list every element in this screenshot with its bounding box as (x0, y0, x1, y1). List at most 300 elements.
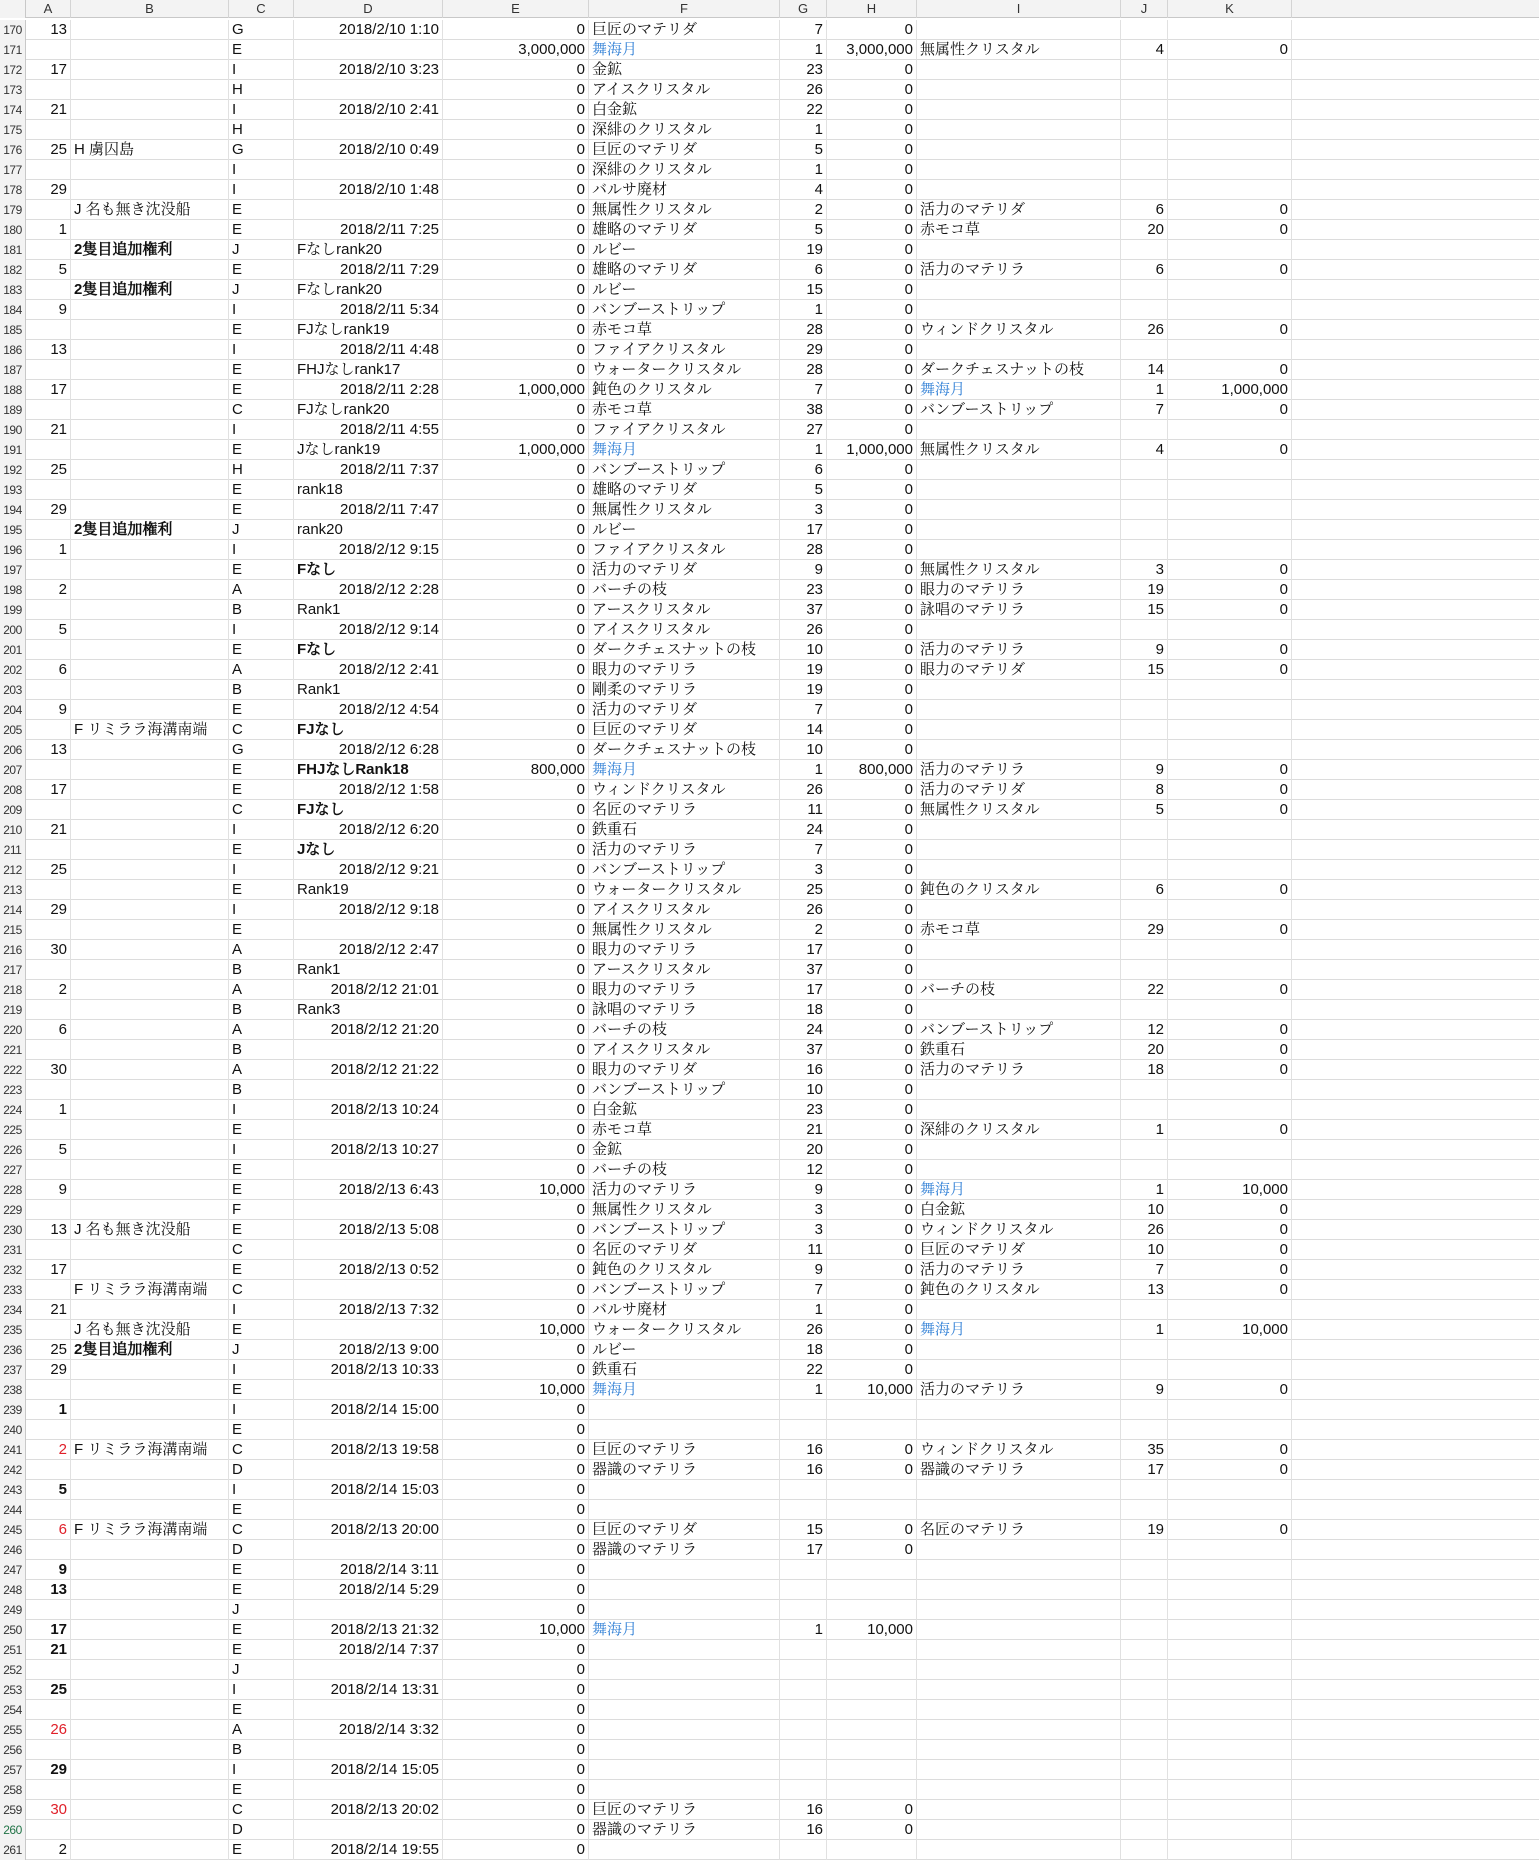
cell-d[interactable]: 2018/2/12 9:21 (294, 860, 443, 880)
cell-d[interactable]: 2018/2/12 4:54 (294, 700, 443, 720)
row-header[interactable]: 193 (0, 480, 26, 500)
cell-k[interactable] (1168, 1160, 1292, 1180)
cell-a[interactable]: 30 (26, 940, 71, 960)
cell-d[interactable] (294, 1420, 443, 1440)
cell-e[interactable]: 10,000 (443, 1380, 589, 1400)
cell-a[interactable]: 29 (26, 1760, 71, 1780)
cell-a[interactable]: 2 (26, 580, 71, 600)
cell-d[interactable]: FHJなしrank17 (294, 360, 443, 380)
cell-f[interactable]: 眼力のマテリラ (589, 660, 780, 680)
cell-f[interactable] (589, 1580, 780, 1600)
cell-i[interactable] (917, 240, 1121, 260)
cell-d[interactable] (294, 120, 443, 140)
cell-a[interactable]: 9 (26, 1560, 71, 1580)
cell-e[interactable]: 0 (443, 280, 589, 300)
cell-b[interactable]: 2隻目追加権利 (71, 280, 229, 300)
cell-k[interactable]: 0 (1168, 780, 1292, 800)
cell-e[interactable]: 0 (443, 1360, 589, 1380)
cell-g[interactable] (780, 1840, 827, 1860)
cell-i[interactable]: 活力のマテリラ (917, 640, 1121, 660)
cell-i[interactable] (917, 620, 1121, 640)
row-header[interactable]: 216 (0, 940, 26, 960)
cell-g[interactable]: 15 (780, 280, 827, 300)
cell-f[interactable] (589, 1600, 780, 1620)
row-header[interactable]: 234 (0, 1300, 26, 1320)
cell-d[interactable]: FHJなしRank18 (294, 760, 443, 780)
cell-h[interactable]: 0 (827, 1440, 917, 1460)
row-header[interactable]: 255 (0, 1720, 26, 1740)
select-all-corner[interactable] (0, 0, 26, 18)
cell-g[interactable]: 19 (780, 680, 827, 700)
cell-h[interactable]: 0 (827, 1320, 917, 1340)
cell-d[interactable] (294, 1460, 443, 1480)
cell-e[interactable]: 0 (443, 720, 589, 740)
cell-c[interactable]: C (229, 1240, 294, 1260)
cell-c[interactable]: G (229, 20, 294, 40)
cell-a[interactable] (26, 1120, 71, 1140)
cell-f[interactable]: バルサ廃材 (589, 180, 780, 200)
cell-b[interactable] (71, 380, 229, 400)
cell-b[interactable] (71, 660, 229, 680)
cell-e[interactable]: 0 (443, 260, 589, 280)
cell-c[interactable]: E (229, 220, 294, 240)
cell-k[interactable]: 0 (1168, 1020, 1292, 1040)
cell-j[interactable] (1121, 120, 1168, 140)
cell-j[interactable] (1121, 840, 1168, 860)
cell-c[interactable]: C (229, 1800, 294, 1820)
cell-k[interactable] (1168, 500, 1292, 520)
cell-c[interactable]: E (229, 1320, 294, 1340)
cell-c[interactable]: F (229, 1200, 294, 1220)
cell-b[interactable]: F リミララ海溝南端 (71, 1520, 229, 1540)
cell-d[interactable]: Fなしrank20 (294, 240, 443, 260)
cell-k[interactable] (1168, 1720, 1292, 1740)
cell-g[interactable]: 2 (780, 200, 827, 220)
cell-g[interactable]: 5 (780, 140, 827, 160)
cell-a[interactable] (26, 40, 71, 60)
cell-h[interactable]: 0 (827, 1340, 917, 1360)
cell-c[interactable]: B (229, 1740, 294, 1760)
column-header-d[interactable]: D (294, 0, 443, 18)
cell-g[interactable]: 3 (780, 500, 827, 520)
cell-i[interactable]: 活力のマテリラ (917, 260, 1121, 280)
cell-k[interactable] (1168, 680, 1292, 700)
cell-e[interactable]: 0 (443, 700, 589, 720)
cell-c[interactable]: A (229, 1060, 294, 1080)
cell-i[interactable] (917, 960, 1121, 980)
cell-j[interactable] (1121, 860, 1168, 880)
cell-a[interactable]: 26 (26, 1720, 71, 1740)
cell-g[interactable]: 3 (780, 860, 827, 880)
cell-b[interactable] (71, 1760, 229, 1780)
cell-j[interactable] (1121, 620, 1168, 640)
cell-h[interactable]: 0 (827, 20, 917, 40)
cell-d[interactable]: 2018/2/11 5:34 (294, 300, 443, 320)
cell-g[interactable]: 18 (780, 1340, 827, 1360)
cell-a[interactable] (26, 520, 71, 540)
cell-b[interactable] (71, 1680, 229, 1700)
row-header[interactable]: 195 (0, 520, 26, 540)
cell-f[interactable]: ウォータークリスタル (589, 880, 780, 900)
row-header[interactable]: 171 (0, 40, 26, 60)
cell-a[interactable] (26, 880, 71, 900)
column-header-c[interactable]: C (229, 0, 294, 18)
cell-b[interactable]: J 名も無き沈没船 (71, 1320, 229, 1340)
cell-j[interactable]: 9 (1121, 760, 1168, 780)
cell-d[interactable] (294, 1740, 443, 1760)
row-header[interactable]: 207 (0, 760, 26, 780)
cell-j[interactable]: 1 (1121, 1180, 1168, 1200)
row-header[interactable]: 243 (0, 1480, 26, 1500)
cell-a[interactable] (26, 960, 71, 980)
cell-j[interactable]: 6 (1121, 880, 1168, 900)
cell-d[interactable] (294, 1500, 443, 1520)
cell-b[interactable] (71, 640, 229, 660)
cell-d[interactable]: 2018/2/12 21:01 (294, 980, 443, 1000)
cell-e[interactable]: 0 (443, 180, 589, 200)
cell-j[interactable] (1121, 1820, 1168, 1840)
cell-f[interactable] (589, 1680, 780, 1700)
cell-f[interactable]: ダークチェスナットの枝 (589, 640, 780, 660)
cell-d[interactable] (294, 160, 443, 180)
cell-i[interactable] (917, 1680, 1121, 1700)
cell-d[interactable]: 2018/2/10 1:48 (294, 180, 443, 200)
cell-i[interactable]: 白金鉱 (917, 1200, 1121, 1220)
cell-h[interactable]: 0 (827, 420, 917, 440)
cell-g[interactable]: 1 (780, 40, 827, 60)
cell-h[interactable]: 0 (827, 660, 917, 680)
cell-i[interactable] (917, 1580, 1121, 1600)
cell-f[interactable]: バンブーストリップ (589, 1280, 780, 1300)
cell-j[interactable]: 10 (1121, 1240, 1168, 1260)
cell-c[interactable]: A (229, 580, 294, 600)
cell-k[interactable] (1168, 1500, 1292, 1520)
cell-a[interactable] (26, 840, 71, 860)
cell-i[interactable]: バンブーストリップ (917, 400, 1121, 420)
cell-a[interactable]: 25 (26, 1680, 71, 1700)
cell-i[interactable]: 深緋のクリスタル (917, 1120, 1121, 1140)
cell-e[interactable]: 0 (443, 1120, 589, 1140)
row-header[interactable]: 220 (0, 1020, 26, 1040)
cell-b[interactable] (71, 1120, 229, 1140)
cell-a[interactable] (26, 160, 71, 180)
cell-e[interactable]: 0 (443, 1240, 589, 1260)
cell-f[interactable]: アースクリスタル (589, 600, 780, 620)
cell-j[interactable]: 22 (1121, 980, 1168, 1000)
row-header[interactable]: 213 (0, 880, 26, 900)
cell-h[interactable]: 0 (827, 960, 917, 980)
cell-b[interactable] (71, 900, 229, 920)
cell-c[interactable]: I (229, 1140, 294, 1160)
cell-k[interactable] (1168, 480, 1292, 500)
cell-i[interactable]: 赤モコ草 (917, 220, 1121, 240)
row-header[interactable]: 248 (0, 1580, 26, 1600)
cell-b[interactable]: 2隻目追加権利 (71, 1340, 229, 1360)
cell-f[interactable]: 巨匠のマテリダ (589, 1520, 780, 1540)
cell-f[interactable]: 活力のマテリダ (589, 560, 780, 580)
cell-b[interactable] (71, 460, 229, 480)
cell-j[interactable] (1121, 900, 1168, 920)
cell-h[interactable] (827, 1640, 917, 1660)
cell-h[interactable]: 0 (827, 360, 917, 380)
cell-e[interactable]: 0 (443, 1280, 589, 1300)
cell-h[interactable]: 0 (827, 600, 917, 620)
cell-b[interactable] (71, 360, 229, 380)
cell-g[interactable]: 1 (780, 1620, 827, 1640)
cell-d[interactable]: 2018/2/13 20:02 (294, 1800, 443, 1820)
cell-a[interactable]: 21 (26, 100, 71, 120)
cell-i[interactable]: ウィンドクリスタル (917, 1440, 1121, 1460)
cell-b[interactable] (71, 820, 229, 840)
cell-g[interactable]: 7 (780, 840, 827, 860)
cell-b[interactable] (71, 1740, 229, 1760)
cell-d[interactable]: 2018/2/13 10:24 (294, 1100, 443, 1120)
cell-a[interactable]: 29 (26, 500, 71, 520)
cell-k[interactable] (1168, 120, 1292, 140)
cell-d[interactable] (294, 200, 443, 220)
cell-h[interactable]: 0 (827, 940, 917, 960)
cell-a[interactable] (26, 440, 71, 460)
row-header[interactable]: 254 (0, 1700, 26, 1720)
cell-f[interactable]: 白金鉱 (589, 1100, 780, 1120)
row-header[interactable]: 246 (0, 1540, 26, 1560)
cell-d[interactable]: FJなしrank20 (294, 400, 443, 420)
cell-b[interactable] (71, 760, 229, 780)
cell-i[interactable] (917, 1100, 1121, 1120)
cell-i[interactable] (917, 280, 1121, 300)
cell-d[interactable]: 2018/2/12 6:20 (294, 820, 443, 840)
cell-d[interactable] (294, 1120, 443, 1140)
cell-h[interactable]: 0 (827, 240, 917, 260)
cell-i[interactable] (917, 1000, 1121, 1020)
cell-d[interactable]: 2018/2/10 3:23 (294, 60, 443, 80)
cell-e[interactable]: 0 (443, 1080, 589, 1100)
cell-a[interactable] (26, 1240, 71, 1260)
cell-b[interactable] (71, 960, 229, 980)
cell-i[interactable] (917, 160, 1121, 180)
cell-c[interactable]: E (229, 380, 294, 400)
cell-k[interactable] (1168, 1640, 1292, 1660)
cell-e[interactable]: 0 (443, 1460, 589, 1480)
cell-a[interactable] (26, 360, 71, 380)
cell-d[interactable]: 2018/2/11 4:55 (294, 420, 443, 440)
column-header-g[interactable]: G (780, 0, 827, 18)
cell-c[interactable]: D (229, 1820, 294, 1840)
cell-g[interactable]: 16 (780, 1440, 827, 1460)
cell-k[interactable]: 0 (1168, 880, 1292, 900)
cell-k[interactable]: 0 (1168, 560, 1292, 580)
cell-h[interactable] (827, 1480, 917, 1500)
cell-c[interactable]: H (229, 120, 294, 140)
cell-f[interactable]: ダークチェスナットの枝 (589, 740, 780, 760)
cell-h[interactable]: 0 (827, 160, 917, 180)
cell-g[interactable]: 7 (780, 380, 827, 400)
cell-c[interactable]: E (229, 1220, 294, 1240)
cell-e[interactable]: 0 (443, 580, 589, 600)
cell-i[interactable] (917, 1640, 1121, 1660)
cell-c[interactable]: C (229, 800, 294, 820)
cell-h[interactable]: 0 (827, 220, 917, 240)
cell-e[interactable]: 0 (443, 120, 589, 140)
cell-i[interactable]: 鈍色のクリスタル (917, 880, 1121, 900)
cell-i[interactable]: 眼力のマテリラ (917, 580, 1121, 600)
row-header[interactable]: 247 (0, 1560, 26, 1580)
row-header[interactable]: 182 (0, 260, 26, 280)
cell-h[interactable]: 0 (827, 200, 917, 220)
cell-f[interactable]: ルビー (589, 240, 780, 260)
cell-j[interactable] (1121, 960, 1168, 980)
cell-i[interactable] (917, 900, 1121, 920)
cell-b[interactable] (71, 1080, 229, 1100)
cell-c[interactable]: I (229, 820, 294, 840)
cell-e[interactable]: 0 (443, 1540, 589, 1560)
cell-c[interactable]: I (229, 420, 294, 440)
cell-e[interactable]: 0 (443, 880, 589, 900)
cell-g[interactable]: 37 (780, 1040, 827, 1060)
cell-k[interactable] (1168, 60, 1292, 80)
cell-d[interactable] (294, 1660, 443, 1680)
cell-a[interactable]: 1 (26, 540, 71, 560)
cell-d[interactable]: 2018/2/13 7:32 (294, 1300, 443, 1320)
cell-i[interactable] (917, 1560, 1121, 1580)
cell-d[interactable]: 2018/2/13 21:32 (294, 1620, 443, 1640)
cell-c[interactable]: A (229, 1720, 294, 1740)
cell-g[interactable]: 15 (780, 1520, 827, 1540)
cell-f[interactable]: 深緋のクリスタル (589, 120, 780, 140)
cell-d[interactable] (294, 1280, 443, 1300)
cell-h[interactable] (827, 1760, 917, 1780)
cell-g[interactable]: 3 (780, 1200, 827, 1220)
cell-c[interactable]: I (229, 1760, 294, 1780)
cell-h[interactable]: 0 (827, 460, 917, 480)
cell-d[interactable]: FJなし (294, 800, 443, 820)
cell-c[interactable]: E (229, 200, 294, 220)
cell-e[interactable]: 0 (443, 1680, 589, 1700)
cell-a[interactable]: 6 (26, 1020, 71, 1040)
row-header[interactable]: 239 (0, 1400, 26, 1420)
cell-a[interactable]: 29 (26, 900, 71, 920)
cell-k[interactable]: 0 (1168, 980, 1292, 1000)
cell-a[interactable] (26, 720, 71, 740)
cell-h[interactable] (827, 1680, 917, 1700)
cell-e[interactable]: 0 (443, 1220, 589, 1240)
cell-f[interactable]: 詠唱のマテリラ (589, 1000, 780, 1020)
cell-g[interactable]: 28 (780, 540, 827, 560)
cell-i[interactable] (917, 460, 1121, 480)
cell-i[interactable] (917, 840, 1121, 860)
cell-e[interactable]: 0 (443, 160, 589, 180)
cell-f[interactable]: ルビー (589, 1340, 780, 1360)
cell-b[interactable] (71, 1360, 229, 1380)
cell-i[interactable] (917, 480, 1121, 500)
cell-f[interactable]: 器識のマテリラ (589, 1820, 780, 1840)
cell-g[interactable]: 24 (780, 820, 827, 840)
row-header[interactable]: 238 (0, 1380, 26, 1400)
cell-i[interactable] (917, 1080, 1121, 1100)
cell-k[interactable] (1168, 960, 1292, 980)
cell-d[interactable]: 2018/2/11 7:29 (294, 260, 443, 280)
cell-e[interactable]: 0 (443, 1160, 589, 1180)
cell-b[interactable] (71, 1720, 229, 1740)
cell-c[interactable]: G (229, 140, 294, 160)
row-header[interactable]: 211 (0, 840, 26, 860)
cell-g[interactable]: 24 (780, 1020, 827, 1040)
cell-d[interactable] (294, 920, 443, 940)
cell-a[interactable]: 13 (26, 740, 71, 760)
cell-a[interactable]: 29 (26, 1360, 71, 1380)
cell-i[interactable] (917, 540, 1121, 560)
cell-h[interactable]: 0 (827, 120, 917, 140)
cell-h[interactable]: 0 (827, 1280, 917, 1300)
cell-h[interactable]: 0 (827, 880, 917, 900)
cell-h[interactable]: 0 (827, 820, 917, 840)
cell-k[interactable]: 0 (1168, 220, 1292, 240)
cell-d[interactable]: 2018/2/13 5:08 (294, 1220, 443, 1240)
cell-h[interactable] (827, 1400, 917, 1420)
cell-j[interactable] (1121, 740, 1168, 760)
cell-k[interactable]: 0 (1168, 580, 1292, 600)
cell-i[interactable] (917, 1300, 1121, 1320)
row-header[interactable]: 231 (0, 1240, 26, 1260)
cell-j[interactable] (1121, 1140, 1168, 1160)
cell-g[interactable]: 17 (780, 980, 827, 1000)
row-header[interactable]: 170 (0, 20, 26, 40)
row-header[interactable]: 219 (0, 1000, 26, 1020)
cell-e[interactable]: 3,000,000 (443, 40, 589, 60)
cell-j[interactable]: 6 (1121, 260, 1168, 280)
cell-f[interactable]: バーチの枝 (589, 580, 780, 600)
cell-g[interactable] (780, 1500, 827, 1520)
cell-e[interactable]: 0 (443, 1500, 589, 1520)
cell-k[interactable] (1168, 1800, 1292, 1820)
cell-e[interactable]: 0 (443, 1200, 589, 1220)
cell-h[interactable]: 0 (827, 100, 917, 120)
cell-b[interactable] (71, 880, 229, 900)
cell-b[interactable] (71, 740, 229, 760)
cell-g[interactable]: 5 (780, 220, 827, 240)
cell-e[interactable]: 0 (443, 220, 589, 240)
cell-f[interactable]: 舞海月 (589, 440, 780, 460)
cell-j[interactable] (1121, 1780, 1168, 1800)
cell-h[interactable]: 10,000 (827, 1620, 917, 1640)
cell-f[interactable]: 器識のマテリラ (589, 1540, 780, 1560)
cell-d[interactable]: Rank1 (294, 680, 443, 700)
cell-c[interactable]: J (229, 1660, 294, 1680)
cell-f[interactable]: 赤モコ草 (589, 320, 780, 340)
cell-b[interactable] (71, 1600, 229, 1620)
cell-h[interactable]: 0 (827, 680, 917, 700)
cell-a[interactable] (26, 120, 71, 140)
cell-e[interactable]: 0 (443, 540, 589, 560)
cell-a[interactable]: 29 (26, 180, 71, 200)
cell-b[interactable] (71, 440, 229, 460)
cell-b[interactable]: F リミララ海溝南端 (71, 1280, 229, 1300)
cell-b[interactable] (71, 60, 229, 80)
cell-e[interactable]: 0 (443, 1820, 589, 1840)
cell-i[interactable] (917, 1780, 1121, 1800)
cell-e[interactable]: 0 (443, 1000, 589, 1020)
cell-d[interactable]: 2018/2/12 2:28 (294, 580, 443, 600)
row-header[interactable]: 172 (0, 60, 26, 80)
cell-e[interactable]: 0 (443, 1060, 589, 1080)
cell-a[interactable]: 9 (26, 300, 71, 320)
cell-i[interactable] (917, 80, 1121, 100)
cell-h[interactable]: 0 (827, 1080, 917, 1100)
column-header-b[interactable]: B (71, 0, 229, 18)
cell-f[interactable]: アースクリスタル (589, 960, 780, 980)
row-header[interactable]: 223 (0, 1080, 26, 1100)
cell-j[interactable]: 7 (1121, 1260, 1168, 1280)
